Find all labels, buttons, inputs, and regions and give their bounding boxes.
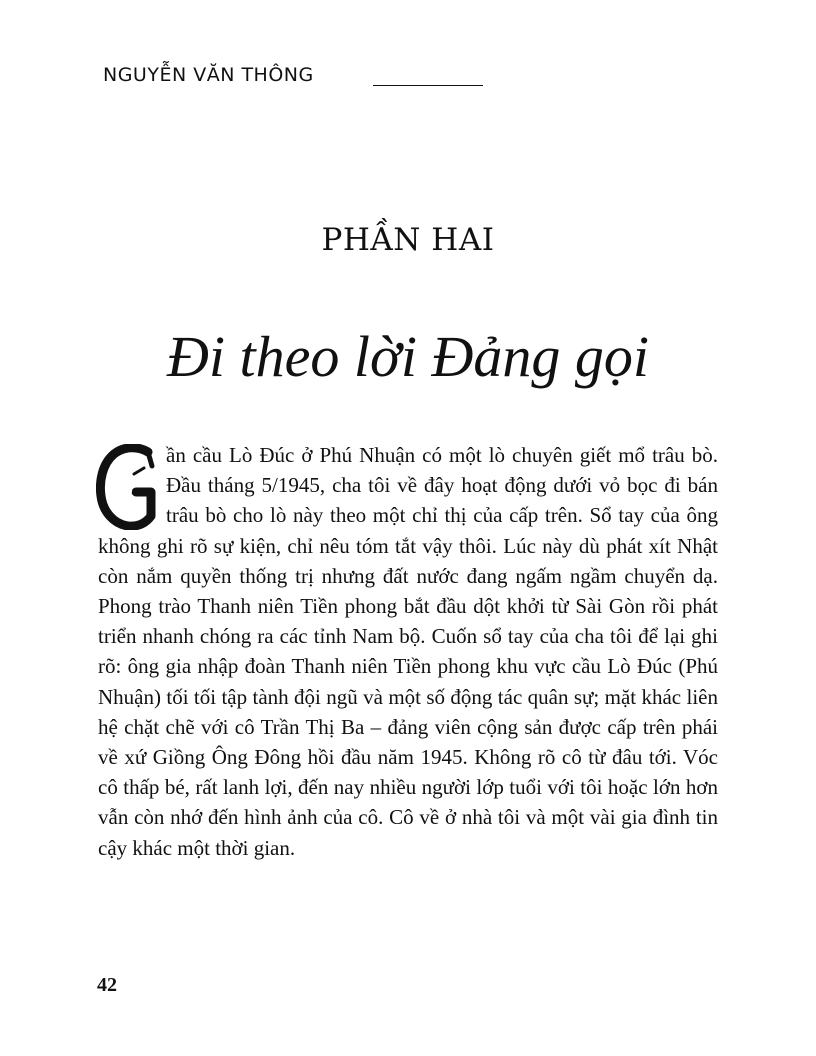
running-header-author: NGUYỄN VĂN THÔNG — [103, 64, 314, 86]
body-paragraph-block — [98, 440, 718, 863]
part-title: PHẦN HAI — [321, 222, 495, 258]
body-paragraph-text: ần cầu Lò Đúc ở Phú Nhuận có một lò chuyên giết mổ trâu bò. Đầu tháng 5/1945, cha tôi về đây hoạt động dưới vỏ bọc đi bán trâu bò cho lò này theo một chỉ thị của cấp trên. Sổ tay của ông không ghi rõ sự kiện, chỉ nêu tóm tắt vậy thôi. Lúc này dù phát xít Nhật còn nắm quyền thống trị nhưng đất nước đang ngấm ngầm chuyển dạ. Phong trào Thanh niên Tiền phong bắt đầu dột khởi từ Sài Gòn rồi phát triển nhanh chóng ra các tỉnh Nam bộ. Cuốn sổ tay của cha tôi để lại ghi rõ: ông gia nhập đoàn Thanh niên Tiền phong khu vực cầu Lò Đúc (Phú Nhuận) tối tối tập tành đội ngũ và một số động tác quân sự; mặt khác liên hệ chặt chẽ với cô Trần Thị Ba – đảng viên cộng sản được cấp trên phái về xứ Giồng Ông Đông hồi đầu năm 1945. Không rõ cô từ đâu tới. Vóc cô thấp bé, rất lanh lợi, đến nay nhiều người lớp tuổi với tôi hoặc lớn hơn vẫn còn nhớ đến hình ảnh của cô. Cô về ở nhà tôi và một vài gia đình tin cậy khác một thời gian. — [98, 443, 718, 860]
header-rule — [373, 85, 483, 86]
dropcap-ornament-g — [96, 444, 158, 530]
page-number: 42 — [97, 974, 117, 996]
chapter-title: Đi theo lời Đảng gọi — [166, 324, 650, 389]
